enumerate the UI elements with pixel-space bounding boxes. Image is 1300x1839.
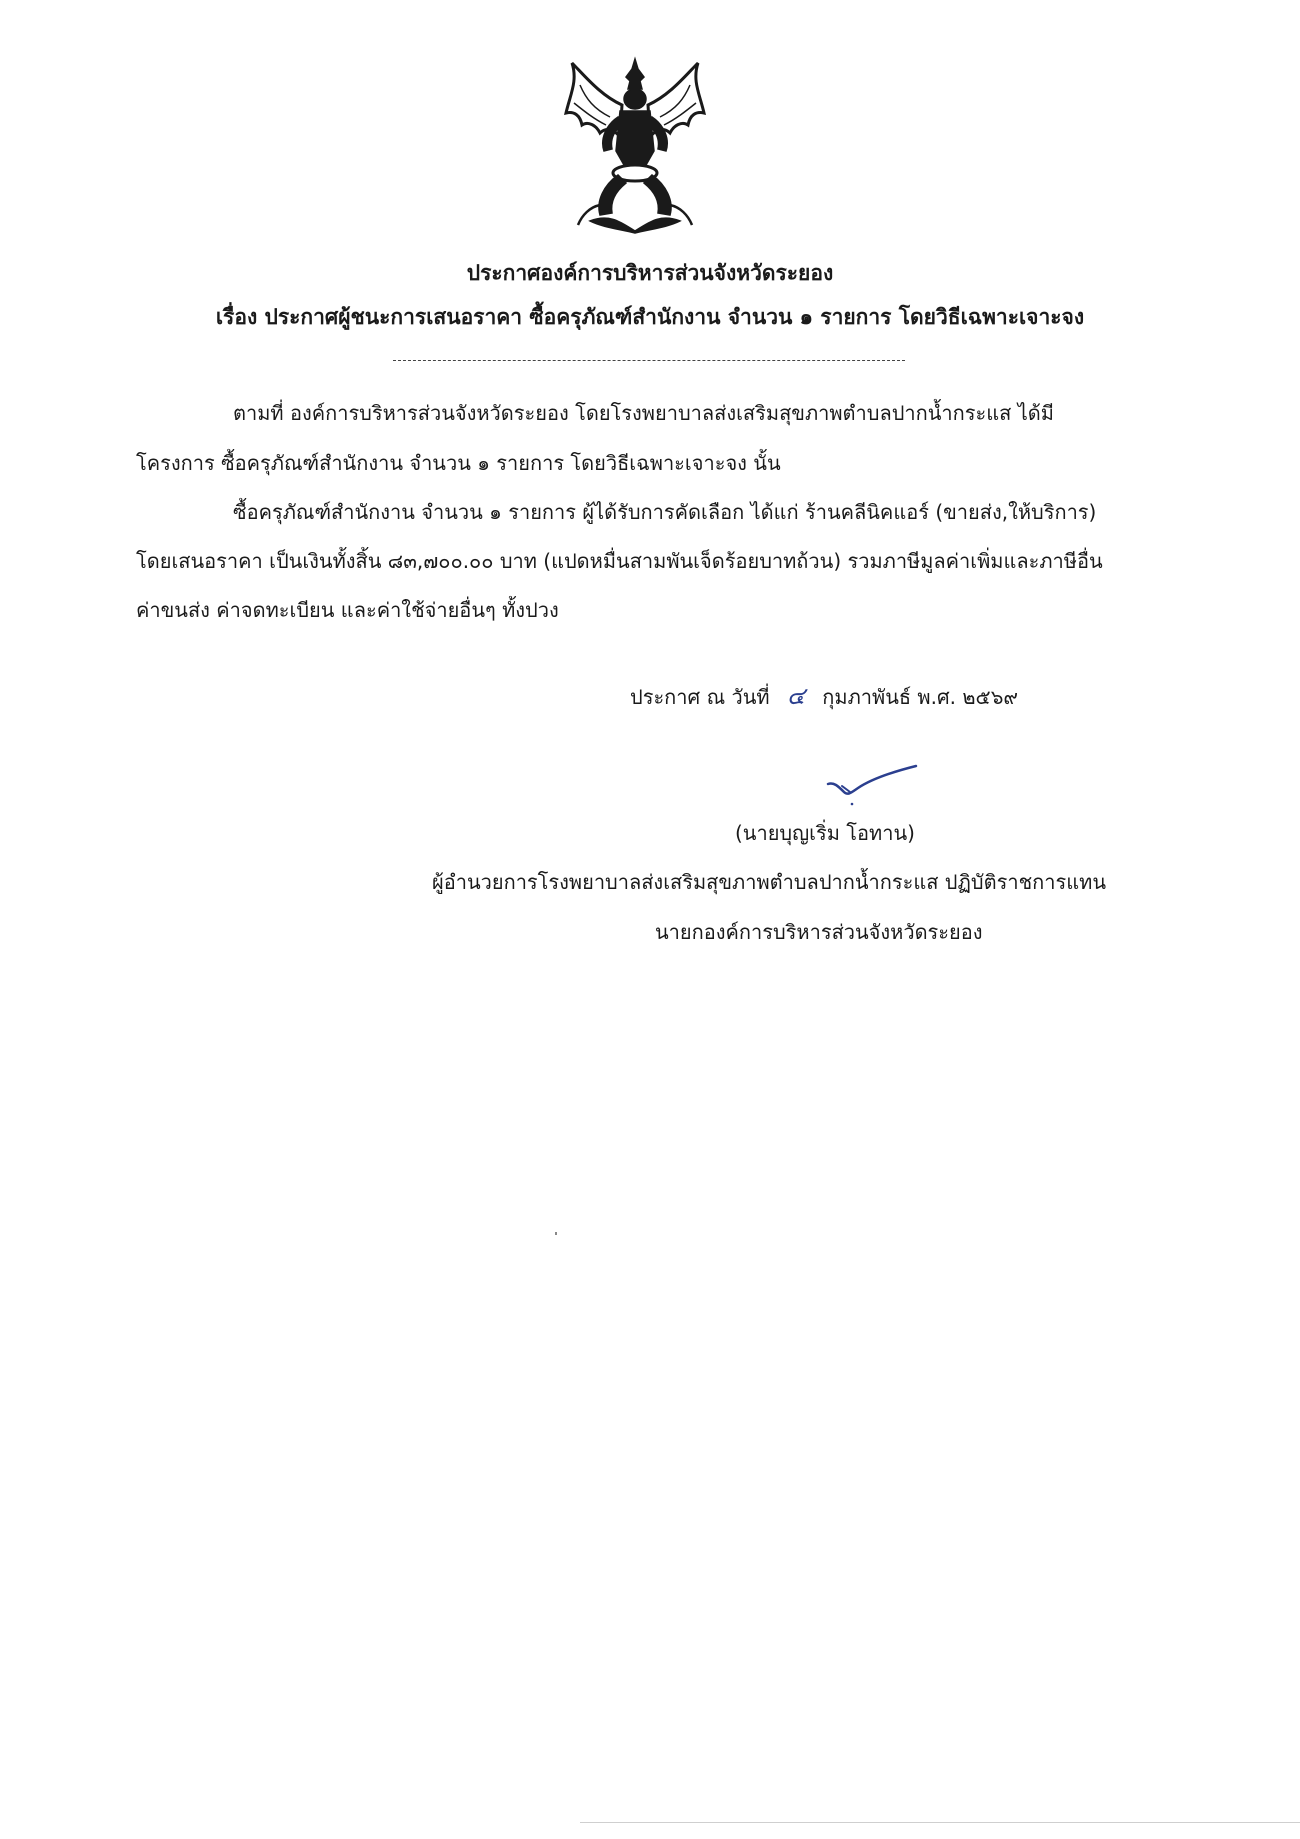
announcement-subject: เรื่อง ประกาศผู้ชนะการเสนอราคา ซื้อครุภัณฑ์สำนักงาน จำนวน ๑ รายการ โดยวิธีเฉพาะเจาะจง [215,305,1085,329]
date-prefix: ประกาศ ณ วันที่ [630,685,770,709]
paragraph2-line1: ซื้อครุภัณฑ์สำนักงาน จำนวน ๑ รายการ ผู้ได้รับการคัดเลือก ได้แก่ ร้านคลีนิคแอร์ (ขายส่ง,ให้บริการ) [233,500,1097,524]
paragraph2-line2: โดยเสนอราคา เป็นเงินทั้งสิ้น ๘๓,๗๐๐.๐๐ บาท (แปดหมื่นสามพันเจ็ดร้อยบาทถ้วน) รวมภาษีมูลค่าเพิ่มและภาษีอื่น [136,549,1103,573]
paragraph1-line2: โครงการ ซื้อครุภัณฑ์สำนักงาน จำนวน ๑ รายการ โดยวิธีเฉพาะเจาะจง นั้น [136,451,781,475]
signatory-position-line1: ผู้อำนวยการโรงพยาบาลส่งเสริมสุขภาพตำบลปากน้ำกระแส ปฏิบัติราชการแทน [432,870,1106,894]
announcement-title: ประกาศองค์การบริหารส่วนจังหวัดระยอง [466,261,834,285]
date-day-handwritten: ๔ [786,682,806,710]
scan-edge-line [580,1822,1300,1823]
signatory-position-line2: นายกองค์การบริหารส่วนจังหวัดระยอง [655,920,983,944]
date-month-year: กุมภาพันธ์ พ.ศ. ๒๕๖๙ [822,685,1019,709]
signatory-name: (นายบุญเริ่ม โอทาน) [735,821,915,845]
scan-speck [555,1232,557,1235]
paragraph1-line1: ตามที่ องค์การบริหารส่วนจังหวัดระยอง โดยโรงพยาบาลส่งเสริมสุขภาพตำบลปากน้ำกระแส ได้มี [233,401,1054,425]
paragraph2-line3: ค่าขนส่ง ค่าจดทะเบียน และค่าใช้จ่ายอื่นๆ ทั้งปวง [136,598,559,622]
title-divider [393,360,905,361]
garuda-emblem-icon [560,55,710,235]
handwritten-signature-icon [822,762,922,812]
announcement-date [630,681,1018,712]
